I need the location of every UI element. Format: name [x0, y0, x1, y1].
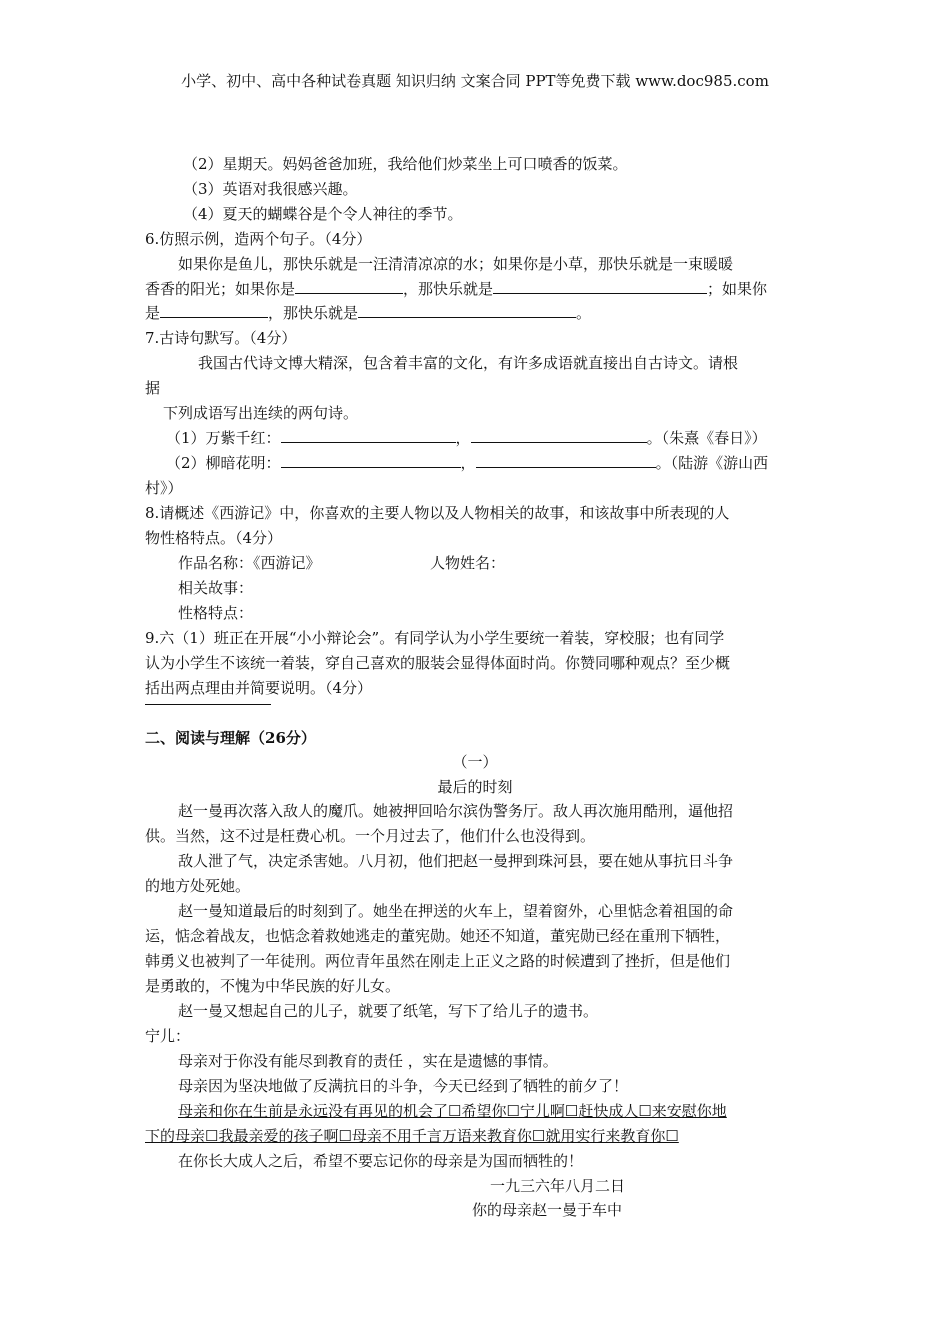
q6-line2-prefix: 香香的阳光；如果你是: [145, 280, 296, 298]
q7-blank-1[interactable]: [281, 427, 456, 443]
q6-line3-prefix: 是: [145, 304, 161, 322]
passage-p2-b: 的地方处死她。: [145, 877, 251, 895]
letter-line-4: 在你长大成人之后，希望不要忘记你的母亲是为国而牺牲的！: [178, 1152, 584, 1170]
q7-blank-4[interactable]: [476, 452, 656, 468]
q7-item-2-cont: 村》）: [145, 479, 183, 497]
q7-title: 7.古诗句默写。（4分）: [145, 329, 297, 347]
q6-line-2: [145, 278, 767, 300]
q9-line-1: 9.六（1）班正在开展“小小辩论会”。有同学认为小学生要统一着装，穿校服；也有同学: [145, 629, 725, 647]
passage-p3-c: 韩勇义也被判了一年徒刑。两位青年虽然在刚走上正义之路的时候遭到了挫折，但是他们: [145, 952, 731, 970]
q6-line2-suffix: ；如果你: [707, 280, 768, 298]
q7-item1-label: （1）万紫千红：: [166, 429, 281, 447]
q6-example: 如果你是鱼儿，那快乐就是一汪清清凉凉的水；如果你是小草，那快乐就是一束暖暖: [178, 255, 734, 273]
letter-date: 一九三六年八月二日: [490, 1177, 626, 1195]
page-header: 小学、初中、高中各种试卷真题 知识归纳 文案合同 PPT等免费下载 www.doc985.com: [181, 72, 769, 90]
q8-person-name: 人物姓名：: [430, 554, 506, 572]
passage-p2-a: 敌人泄了气，决定杀害她。八月初，他们把赵一曼押到珠河县，要在她从事抗日斗争: [178, 852, 734, 870]
passage-p4: 赵一曼又想起自己的儿子，就要了纸笔，写下了给儿子的遗书。: [178, 1002, 599, 1020]
q6-blank-4[interactable]: [358, 302, 576, 318]
q7-item2-comma: ，: [460, 454, 476, 472]
q8-title-2: 物性格特点。（4分）: [145, 529, 283, 547]
passage-title: 最后的时刻: [437, 778, 513, 796]
q6-blank-1[interactable]: [295, 278, 403, 294]
q8-title-1: 8.请概述《西游记》中，你喜欢的主要人物以及人物相关的故事，和该故事中所表现的人: [145, 504, 730, 522]
letter-signature: 你的母亲赵一曼于车中: [472, 1201, 623, 1219]
letter-underlined-a: 母亲和你在生前是永远没有再见的机会了☐希望你☐宁儿啊☐赶快成人☐来安慰你地: [178, 1102, 727, 1120]
q9-answer-line[interactable]: [145, 704, 271, 705]
letter-salutation: 宁儿：: [145, 1027, 191, 1045]
q6-title: 6.仿照示例，造两个句子。（4分）: [145, 230, 372, 248]
q8-trait: 性格特点：: [178, 604, 254, 622]
q7-item1-comma: ，: [455, 429, 471, 447]
q7-intro-3: 下列成语写出连续的两句诗。: [163, 404, 359, 422]
q6-blank-2[interactable]: [493, 278, 707, 294]
q8-work-name: 作品名称：《西游记》: [178, 554, 321, 572]
q7-blank-3[interactable]: [281, 452, 461, 468]
q7-item2-source: 。（陆游《游山西: [655, 454, 769, 472]
q8-story: 相关故事：: [178, 579, 254, 597]
letter-line-1: 母亲对于你没有能尽到教育的责任 ，实在是遗憾的事情。: [178, 1052, 558, 1070]
q6-line-3: [145, 302, 591, 324]
q7-item2-label: （2）柳暗花明：: [166, 454, 281, 472]
q7-blank-2[interactable]: [471, 427, 647, 443]
letter-underlined-b: 下的母亲☐我最亲爱的孩子啊☐母亲不用千言万语来教育你☐就用实行来教育你☐: [145, 1127, 679, 1145]
passage-p1-b: 供。当然，这不过是枉费心机。一个月过去了，他们什么也没得到。: [145, 827, 596, 845]
q5-item-4: （4）夏天的蝴蝶谷是个令人神往的季节。: [183, 205, 463, 223]
q7-item-1: [166, 427, 767, 449]
q7-item-2: [166, 452, 768, 474]
q7-item1-source: 。（朱熹《春日》）: [646, 429, 767, 447]
q6-line2-mid: ，那快乐就是: [403, 280, 494, 298]
passage-p1-a: 赵一曼再次落入敌人的魔爪。她被押回哈尔滨伪警务厅。敌人再次施用酷刑，逼他招: [178, 802, 734, 820]
q5-item-3: （3）英语对我很感兴趣。: [183, 180, 358, 198]
q9-line-3: 括出两点理由并简要说明。（4分）: [145, 679, 373, 697]
q9-line-2: 认为小学生不该统一着装，穿自己喜欢的服装会显得体面时尚。你赞同哪种观点？至少概: [145, 654, 731, 672]
q6-line3-mid: ，那快乐就是: [268, 304, 359, 322]
section2-heading: 二、阅读与理解（26分）: [145, 729, 316, 747]
q6-blank-3[interactable]: [160, 302, 268, 318]
q6-line3-suffix: 。: [576, 304, 592, 322]
q7-intro-2: 据: [145, 379, 161, 397]
q5-item-2: （2）星期天。妈妈爸爸加班，我给他们炒菜坐上可口喷香的饭菜。: [183, 155, 628, 173]
passage-p3-b: 运，惦念着战友，也惦念着救她逃走的董宪勋。她还不知道，董宪勋已经在重刑下牺牲，: [145, 927, 731, 945]
section2-part-label: （一）: [452, 753, 498, 771]
letter-line-2: 母亲因为坚决地做了反满抗日的斗争，今天已经到了牺牲的前夕了！: [178, 1077, 629, 1095]
q7-intro-1: 我国古代诗文博大精深，包含着丰富的文化，有许多成语就直接出自古诗文。请根: [198, 354, 739, 372]
passage-p3-a: 赵一曼知道最后的时刻到了。她坐在押送的火车上，望着窗外，心里惦念着祖国的命: [178, 902, 734, 920]
passage-p3-d: 是勇敢的，不愧为中华民族的好儿女。: [145, 977, 401, 995]
